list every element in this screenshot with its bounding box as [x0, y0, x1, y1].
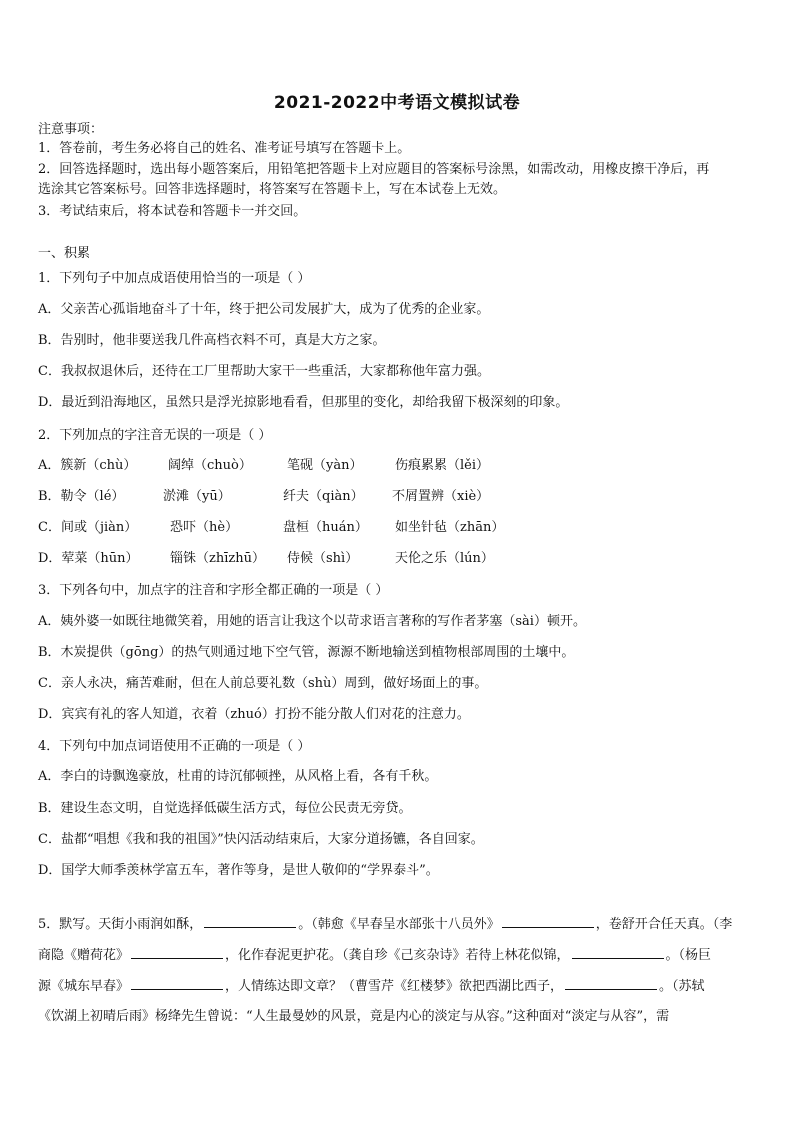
question-2-option-c: C．间或（jiàn） [38, 520, 138, 535]
question-3-stem: 3．下列各句中，加点字的注音和字形全都正确的一项是（ ） [38, 583, 389, 598]
question-1-option-b: B．告别时，他非要送我几件高档衣料不可，真是大方之家。 [38, 333, 386, 348]
question-5-line: 《饮湖上初晴后雨》杨绛先生曾说：“人生最曼妙的风景，竟是内心的淡定与从容。”这种面对“淡定与从容”，需 [38, 1009, 670, 1024]
question-5-line [38, 977, 705, 996]
question-5-text: ，化作春泥更护花。（龚自珍《己亥杂诗》若待上林花似锦， [225, 948, 570, 963]
question-2-word: 天伦之乐（lún） [395, 551, 494, 566]
question-4-option-d: D．国学大师季羡林学富五车，著作等身，是世人敬仰的“学界泰斗”。 [38, 863, 439, 878]
question-1-option-a: A．父亲苦心孤诣地奋斗了十年，终于把公司发展扩大，成为了优秀的企业家。 [38, 302, 490, 317]
question-2-word: 不屑置辨（xiè） [392, 489, 490, 504]
answer-blank[interactable] [572, 946, 664, 959]
page-title: 2021-2022中考语文模拟试卷 [273, 93, 521, 113]
notice-heading: 注意事项： [38, 122, 104, 137]
answer-blank[interactable] [131, 977, 223, 990]
question-2-word: 如坐针毡（zhān） [395, 520, 505, 535]
question-5-line [38, 946, 711, 965]
question-3-option-d: D．宾宾有礼的客人知道，衣着（zhuó）打扮不能分散人们对花的注意力。 [38, 707, 470, 722]
question-5-text: ，卷舒开合任天真。（李 [595, 917, 733, 932]
question-4-stem: 4．下列句中加点词语使用不正确的一项是（ ） [38, 739, 311, 754]
question-4-option-b: B．建设生态文明，自觉选择低碳生活方式，每位公民责无旁贷。 [38, 801, 412, 816]
question-2-word: 伤痕累累（lěi） [395, 458, 490, 473]
question-2-word: 阔绰（chuò） [168, 458, 252, 473]
question-1-option-c: C．我叔叔退休后，还待在工厂里帮助大家干一些重活，大家都称他年富力强。 [38, 364, 490, 379]
question-2-option-a: A．簇新（chù） [38, 458, 137, 473]
question-4-option-c: C．盐都“唱想《我和我的祖国》”快闪活动结束后，大家分道扬镳，各自回家。 [38, 832, 484, 847]
question-5-text: 。（杨巨 [665, 948, 712, 963]
section-heading: 一、积累 [38, 246, 91, 261]
notice-item: 1．答卷前，考生务必将自己的姓名、准考证号填写在答题卡上。 [38, 141, 411, 156]
question-1-option-d: D．最近到沿海地区，虽然只是浮光掠影地看看，但那里的变化，却给我留下极深刻的印象。 [38, 395, 569, 410]
answer-blank[interactable] [131, 946, 223, 959]
question-2-option-d: D．荤菜（hūn） [38, 551, 139, 566]
question-3-option-c: C．亲人永决，痛苦难耐，但在人前总要礼数（shù）周到，做好场面上的事。 [38, 676, 488, 691]
answer-blank[interactable] [204, 915, 296, 928]
question-2-word: 恐吓（hè） [170, 520, 239, 535]
answer-blank[interactable] [565, 977, 657, 990]
notice-item: 2．回答选择题时，选出每小题答案后，用铅笔把答题卡上对应题目的答案标号涂黑，如需改动，用橡皮擦干净后，再 [38, 162, 710, 177]
question-2-word: 盘桓（huán） [283, 520, 368, 535]
question-5-line [38, 915, 732, 934]
question-5-text: 。（韩愈《早春呈水部张十八员外》 [298, 917, 500, 932]
question-4-option-a: A．李白的诗飘逸豪放，杜甫的诗沉郁顿挫，从风格上看，各有千秋。 [38, 769, 438, 784]
question-3-option-b: B．木炭提供（gōng）的热气则通过地下空气管，源源不断地输送到植物根部周围的土壤中。 [38, 645, 575, 660]
question-2-word: 侍候（shì） [287, 551, 359, 566]
question-5-text: 。（苏轼 [659, 979, 705, 994]
question-2-option-b: B．勒令（lé） [38, 489, 125, 504]
question-2-word: 锱铢（zhīzhū） [170, 551, 265, 566]
question-2-word: 纤夫（qiàn） [283, 489, 364, 504]
question-5-text: 商隐《赠荷花》 [38, 948, 130, 963]
question-5-text: 5．默写。天街小雨润如酥， [38, 917, 203, 932]
answer-blank[interactable] [502, 915, 594, 928]
question-2-word: 淤滩（yū） [163, 489, 231, 504]
question-5-text: 源《城东早春》 [38, 979, 130, 994]
question-2-stem: 2．下列加点的字注音无误的一项是（ ） [38, 428, 272, 443]
notice-item: 3．考试结束后，将本试卷和答题卡一并交回。 [38, 204, 307, 219]
notice-item: 选涂其它答案标号。回答非选择题时，将答案写在答题卡上，写在本试卷上无效。 [38, 182, 507, 197]
question-3-option-a: A．姨外婆一如既往地微笑着，用她的语言让我这个以苛求语言著称的写作者茅塞（sài）顿开。 [38, 614, 586, 629]
question-2-word: 笔砚（yàn） [287, 458, 363, 473]
question-1-stem: 1．下列句子中加点成语使用恰当的一项是（ ） [38, 271, 311, 286]
question-5-text: ，人情练达即文章？（曹雪芹《红楼梦》欲把西湖比西子， [225, 979, 564, 994]
